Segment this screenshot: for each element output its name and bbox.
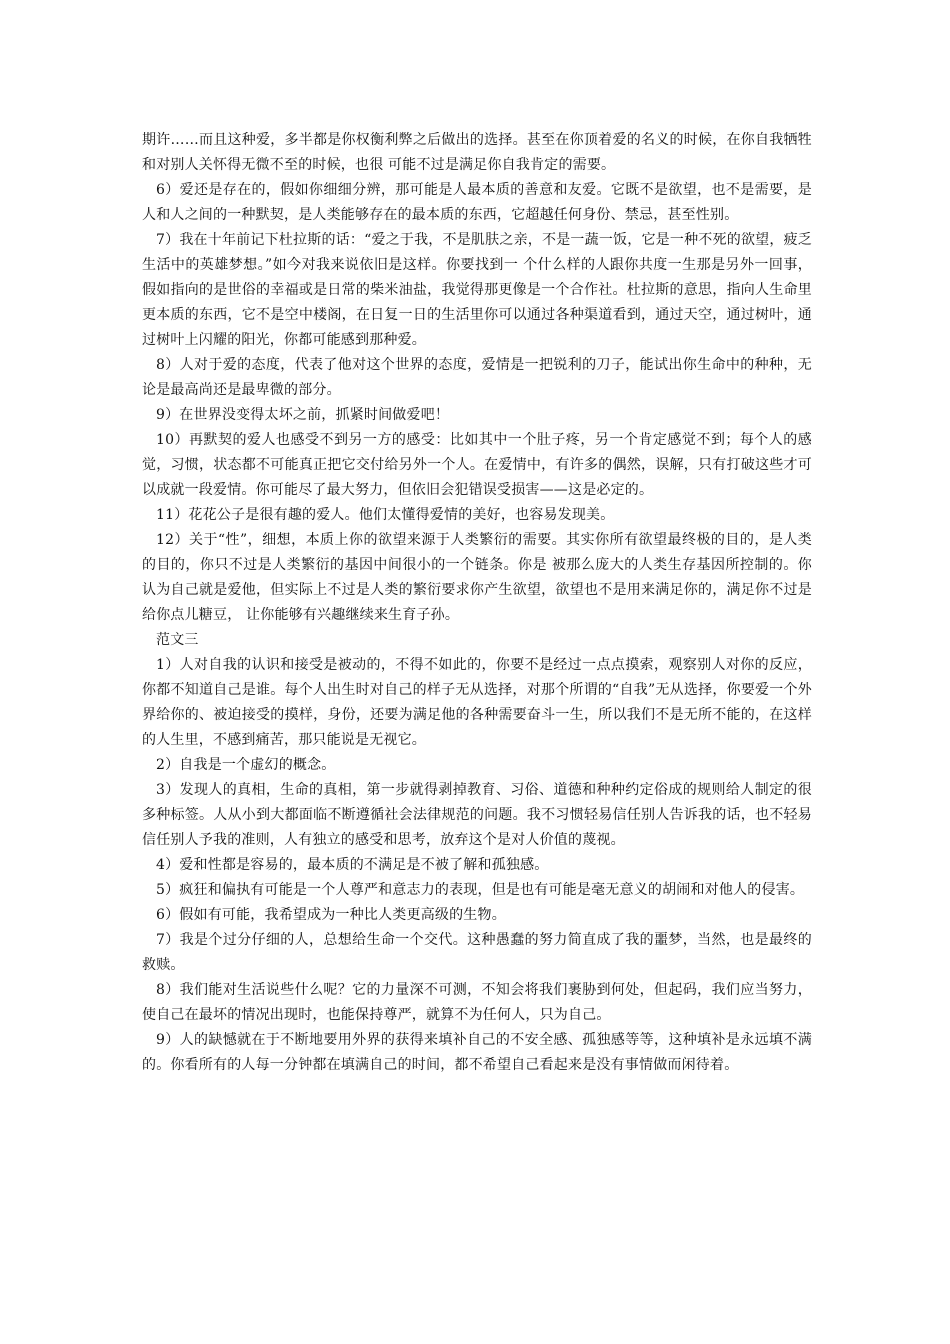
- paragraph-10: 10）再默契的爱人也感受不到另一方的感受：比如其中一个肚子疼，另一个肯定感觉不到；每个人的感觉，习惯，状态都不可能真正把它交付给另外一个人。在爱情中，有许多的偶然，误解，只有打破这些才可以成就一段爱情。你可能尽了最大努力，但依旧会犯错误受损害——这是必定的。: [142, 432, 812, 498]
- section3-paragraph-9: 9）人的缺憾就在于不断地要用外界的获得来填补自己的不安全感、孤独感等等，这种填补是永远填不满的。你看所有的人每一分钟都在填满自己的时间，都不希望自己看起来是没有事情做而闲待着。: [142, 1032, 812, 1073]
- section3-paragraph-3: 3）发现人的真相，生命的真相，第一步就得剥掉教育、习俗、道德和种种约定俗成的规则给人制定的很多种标签。人从小到大都面临不断遵循社会法律规范的问题。我不习惯轻易信任别人告诉我的话，也不轻易信任别人予我的准则，人有独立的感受和思考，放弃这个是对人价值的蔑视。: [142, 782, 812, 848]
- paragraph-9: 9）在世界没变得太坏之前，抓紧时间做爱吧！: [156, 407, 450, 423]
- paragraph-7: 7）我在十年前记下杜拉斯的话：“爱之于我，不是肌肤之亲，不是一蔬一饭，它是一种不死的欲望，疲乏生活中的英雄梦想。”如今对我来说依旧是这样。你要找到一 个什么样的人跟你共度一生那是另外一回事，假如指向的是世俗的幸福或是日常的柴米油盐，我觉得那更像是一个合作社。杜拉斯的意思，指向人生命里更本质的东西，它不是空中楼阁，在日复一日的生活里你可以通过各种渠道看到，通过天空，通过树叶，通过树叶上闪耀的阳光，你都可能感到那种爱。: [142, 232, 812, 348]
- paragraph-12: 12）关于“性”，细想，本质上你的欲望来源于人类繁衍的需要。其实你所有欲望最终极的目的，是人类的目的，你只不过是人类繁衍的基因中间很小的一个链条。你是 被那么庞大的人类生存基因所控制的。你认为自己就是爱他，但实际上不过是人类的繁衍要求你产生欲望，欲望也不是用来满足你的，满足你不过是给你点儿糖豆， 让你能够有兴趣继续来生育子孙。: [142, 532, 812, 623]
- paragraph-6: 6）爱还是存在的，假如你细细分辨，那可能是人最本质的善意和友爱。它既不是欲望，也不是需要，是人和人之间的一种默契，是人类能够存在的最本质的东西，它超越任何身份、禁忌，甚至性别。: [142, 182, 812, 223]
- section3-paragraph-7: 7）我是个过分仔细的人，总想给生命一个交代。这种愚蠢的努力简直成了我的噩梦，当然，也是最终的救赎。: [142, 932, 812, 973]
- section3-paragraph-6: 6）假如有可能，我希望成为一种比人类更高级的生物。: [156, 907, 506, 923]
- section3-paragraph-5: 5）疯狂和偏执有可能是一个人尊严和意志力的表现，但是也有可能是毫无意义的胡闹和对他人的侵害。: [156, 882, 805, 898]
- paragraph-continuation: 期许……而且这种爱，多半都是你权衡利弊之后做出的选择。甚至在你顶着爱的名义的时候，在你自我牺牲和对别人关怀得无微不至的时候，也很 可能不过是满足你自我肯定的需要。: [142, 132, 812, 173]
- section-heading: 范文三: [156, 632, 199, 648]
- section3-paragraph-2: 2）自我是一个虚幻的概念。: [156, 757, 336, 773]
- section3-paragraph-4: 4）爱和性都是容易的，最本质的不满足是不被了解和孤独感。: [156, 857, 549, 873]
- section3-paragraph-8: 8）我们能对生活说些什么呢？它的力量深不可测，不知会将我们裹胁到何处，但起码，我们应当努力，使自己在最坏的情况出现时，也能保持尊严，就算不为任何人，只为自己。: [142, 982, 812, 1023]
- document-body: [142, 128, 812, 1078]
- section3-paragraph-1: 1）人对自我的认识和接受是被动的，不得不如此的，你要不是经过一点点摸索，观察别人对你的反应，你都不知道自己是谁。每个人出生时对自己的样子无从选择，对那个所谓的“自我”无从选择，你要爱一个外界给你的、被迫接受的摸样，身份，还要为满足他的各种需要奋斗一生，所以我们不是无所不能的，在这样的人生里，不感到痛苦，那只能说是无视它。: [142, 657, 812, 748]
- paragraph-8: 8）人对于爱的态度，代表了他对这个世界的态度，爱情是一把锐利的刀子，能试出你生命中的种种，无论是最高尚还是最卑微的部分。: [142, 357, 812, 398]
- paragraph-11: 11）花花公子是很有趣的爱人。他们太懂得爱情的美好，也容易发现美。: [156, 507, 615, 523]
